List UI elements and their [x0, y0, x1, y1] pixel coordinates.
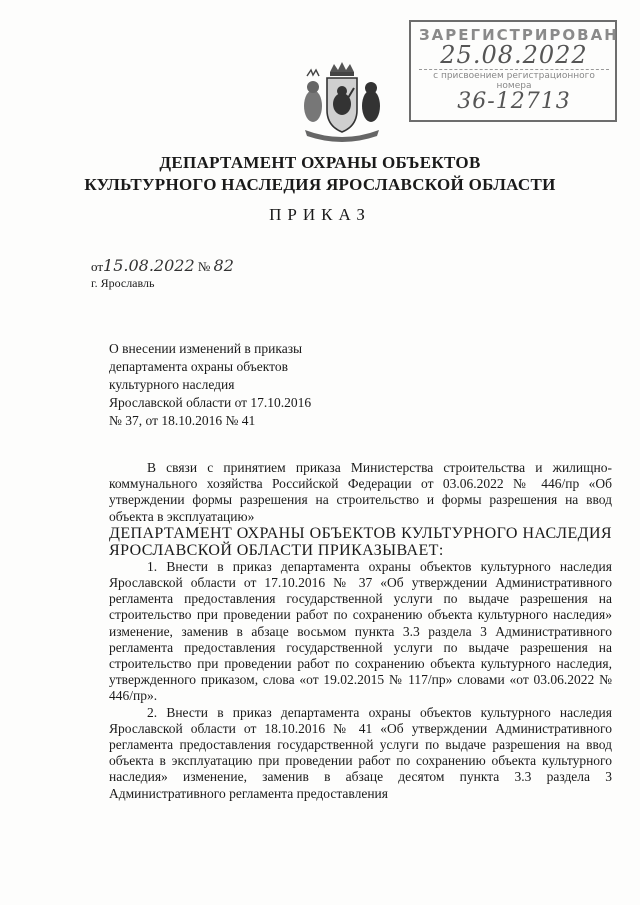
- subject-line: культурного наследия: [109, 377, 235, 392]
- date-prefix: от: [91, 259, 104, 274]
- stamp-number: 36-12713: [457, 89, 571, 114]
- department-line-2: КУЛЬТУРНОГО НАСЛЕДИЯ ЯРОСЛАВСКОЙ ОБЛАСТИ: [84, 175, 556, 194]
- number-sign: №: [197, 259, 211, 274]
- department-name: [0, 152, 640, 196]
- order-body: [109, 460, 612, 802]
- coat-of-arms-icon: [297, 60, 387, 145]
- order-date-line: [91, 256, 234, 275]
- stamp-note: с присвоением регистрационного номера: [433, 71, 595, 91]
- city: г. Ярославль: [91, 276, 155, 290]
- order-number: 82: [213, 256, 234, 275]
- orders-heading: ДЕПАРТАМЕНТ ОХРАНЫ ОБЪЕКТОВ КУЛЬТУРНОГО НАСЛЕДИЯ ЯРОСЛАВСКОЙ ОБЛАСТИ ПРИКАЗЫВАЕТ:: [109, 524, 612, 559]
- preamble-paragraph: В связи с принятием приказа Министерства строительства и жилищно-коммунального хозяйства Российской Федерации от 03.06.2022 № 446/пр «Об утверждении формы разрешения на строительство и формы разрешения на ввод объекта в эксплуатацию»: [109, 460, 612, 524]
- order-date: 15.08.2022: [103, 256, 195, 275]
- document-type: ПРИКАЗ: [269, 205, 371, 224]
- order-item-2: 2. Внести в приказ департамента охраны объектов культурного наследия Ярославской области от 18.10.2016 № 41 «Об утверждении Административного регламента предоставления государственной услуги по выдаче разрешения на ввод объекта в эксплуатацию при проведении работ по сохранению объекта культурного наследия» изменение, заменив в абзаце десятом пункта 3.3 раздела 3 Административного регламента предоставления: [109, 704, 612, 801]
- subject-line: департамента охраны объектов: [109, 359, 288, 374]
- department-line-1: ДЕПАРТАМЕНТ ОХРАНЫ ОБЪЕКТОВ: [159, 153, 481, 172]
- order-item-1: 1. Внести в приказ департамента охраны объектов культурного наследия Ярославской области от 17.10.2016 № 37 «Об утверждении Административного регламента предоставления государственной услуги по выдаче разрешения на строительство при проведении работ по сохранению объекта культурного наследия» изменение, заменив в абзаце восьмом пункта 3.3 раздела 3 Административного регламента предоставления государственной услуги по выдаче разрешения на строительство при проведении работ по сохранению объекта культурного наследия, утвержденного приказом, слова «от 19.02.2015 № 117/пр» словами «от 03.06.2022 № 446/пр».: [109, 558, 612, 704]
- stamp-title: ЗАРЕГИСТРИРОВАН: [419, 26, 619, 44]
- registration-stamp: [409, 20, 617, 122]
- stamp-date: 25.08.2022: [419, 41, 609, 70]
- subject-line: № 37, от 18.10.2016 № 41: [109, 413, 256, 428]
- subject-line: Ярославской области от 17.10.2016: [109, 395, 312, 410]
- subject-line: О внесении изменений в приказы: [109, 341, 303, 356]
- order-subject: [109, 340, 369, 430]
